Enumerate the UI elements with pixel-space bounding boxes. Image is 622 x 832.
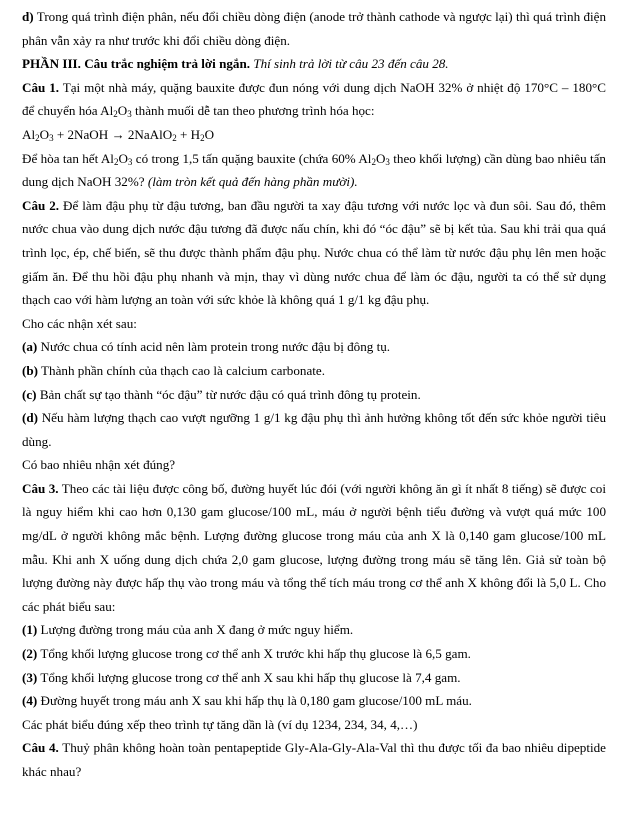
statement-text: Đường huyết trong máu anh X sau khi hấp thụ là 0,180 gam glucose/100 mL máu. (37, 693, 472, 709)
equation-part: + 2NaOH → 2NaAlO (53, 126, 173, 142)
question-3-text: Theo các tài liệu được công bố, đường huyết lúc đói (với người không ăn gì ít nhất 8 tiếng) sẽ được coi là nguy hiểm khi cao hơn 0,130 gam glucose/100 mL, máu ở người bệnh tiểu đường và vượt quá mức 100 mg/dL ở người không mắc bệnh. Lượng đường glucose trong máu của anh X là 0,140 gam glucose/100 mL mẫu. Khi anh X uống dung dịch chứa 2,0 gam glucose, lượng đường trong máu sẽ tăng lên. Giả sử toàn bộ lượng đường này được hấp thụ vào trong máu và tổng thể tích máu trong cơ thể anh X không đổi là 5,0 L. Cho các phát biểu sau: (22, 480, 606, 614)
equation-part: Al (22, 126, 36, 142)
statement-label: (2) (22, 646, 38, 662)
question-3-question: Các phát biểu đúng xếp theo trình tự tăng dần là (ví dụ 1234, 234, 34, 4,…) (22, 716, 418, 732)
question-1-text: Tại một nhà máy, quặng bauxite được đun nóng với dung dịch NaOH 32% ở nhiệt độ 170°C – 180°C để chuyển hóa Al (22, 79, 606, 119)
equation-part: O (39, 126, 50, 142)
question-1-text: Để hòa tan hết Al (22, 150, 114, 166)
question-2 (22, 194, 606, 312)
subscript: 3 (49, 132, 54, 143)
statement-4 (22, 689, 606, 713)
option-text: Nước chua có tính acid nên làm protein trong nước đậu bị đông tụ. (37, 339, 391, 355)
option-c (22, 383, 606, 407)
subscript: 3 (385, 156, 390, 167)
subscript: 2 (172, 132, 177, 143)
question-2-question: Có bao nhiêu nhận xét đúng? (22, 457, 176, 473)
option-text: Bản chất sự tạo thành “óc đậu” từ nước đậu có quá trình đông tụ protein. (36, 386, 421, 402)
question-1-task (22, 147, 606, 194)
subscript: 2 (200, 132, 205, 143)
question-4 (22, 736, 606, 783)
question-3-label: Câu 3. (22, 480, 59, 496)
option-a (22, 335, 606, 359)
option-text: Thành phần chính của thạch cao là calcium carbonate. (38, 362, 325, 378)
question-1-text: O (118, 150, 128, 166)
statement-1 (22, 618, 606, 642)
question-1-text: O (375, 150, 386, 166)
subscript: 2 (113, 156, 119, 167)
section-title: PHẦN III. Câu trắc nghiệm trả lời ngắn. (22, 56, 251, 72)
equation-part: O (204, 126, 215, 142)
question-2-prompt: Cho các nhận xét sau: (22, 315, 137, 331)
statement-text: Tổng khối lượng glucose trong cơ thể anh X trước khi hấp thụ glucose là 6,5 gam. (37, 646, 471, 662)
question-1-label: Câu 1. (22, 79, 60, 95)
statement-label: (4) (22, 693, 38, 709)
option-label: (a) (22, 339, 38, 355)
question-3 (22, 477, 606, 619)
section-heading (22, 52, 606, 76)
option-label: (c) (22, 386, 37, 402)
subscript: 3 (127, 109, 132, 120)
question-4-text: Thuỷ phân không hoàn toàn pentapeptide Gly-Ala-Gly-Ala-Val thì thu được tối đa bao nhiêu dipeptide khác nhau? (22, 740, 606, 779)
chemical-equation (22, 123, 606, 147)
question-2-label: Câu 2. (22, 197, 60, 213)
option-d (22, 406, 606, 453)
question-1-text: theo khối lượng) cần dùng bao nhiêu tấn dung dịch NaOH 32%? (22, 150, 606, 190)
question-4-label: Câu 4. (22, 740, 59, 756)
section-instruction: Thí sinh trả lời từ câu 23 đến câu 28. (253, 56, 449, 72)
subscript: 2 (113, 109, 118, 120)
question-1-text: thành muối dễ tan theo phương trình hóa học: (131, 103, 375, 119)
option-label: (d) (22, 410, 39, 426)
question-2-text: Để làm đậu phụ từ đậu tương, ban đầu người ta xay đậu tương với nước lọc và đun sôi. Sau đó, thêm nước chua vào dung dịch nước đậu tương đã được nấu chín, khi đó “óc đậu” sẽ bị kết tủa. Sau khi trải qua quá trình lọc, ép, chế biến, sẽ thu được thành phẩm đậu phụ. Nước chua có thể làm từ nước đậu phụ lên men hoặc giấm ăn. Để thu hồi đậu phụ nhanh và mịn, thay vì dùng nước chua để làm óc đậu, người ta có thể sử dụng thạch cao với hàm lượng an toàn với sức khỏe là không quá 1 g/1 kg đậu phụ. (22, 197, 606, 308)
statement-label: (3) (22, 669, 38, 685)
statement-d-label: d) (22, 9, 34, 24)
equation-part: + H (176, 126, 201, 142)
statement-2 (22, 642, 606, 666)
statement-label: (1) (22, 622, 38, 638)
question-1 (22, 76, 606, 123)
option-label: (b) (22, 362, 39, 378)
question-1-text: O (117, 103, 128, 119)
statement-3 (22, 666, 606, 690)
rounding-note: (làm tròn kết quả đến hàng phần mười). (147, 174, 358, 190)
option-b (22, 359, 606, 383)
option-text: Nếu hàm lượng thạch cao vượt ngưỡng 1 g/1 kg đậu phụ thì ảnh hưởng không tốt đến sức khỏe người tiêu dùng. (22, 410, 606, 449)
statement-d (22, 5, 606, 52)
subscript: 3 (127, 156, 133, 167)
statement-text: Tổng khối lượng glucose trong cơ thể anh X sau khi hấp thụ glucose là 7,4 gam. (37, 669, 461, 685)
statement-text: Lượng đường trong máu của anh X đang ở mức nguy hiểm. (37, 622, 354, 638)
subscript: 2 (35, 132, 40, 143)
statement-d-text: Trong quá trình điện phân, nếu đổi chiều dòng điện (anode trở thành cathode và ngược lại) thì quá trình điện phân vẫn xảy ra như trước khi đổi chiều dòng điện. (22, 9, 607, 48)
question-1-text: có trong 1,5 tấn quặng bauxite (chứa 60% Al (132, 150, 372, 166)
subscript: 2 (371, 156, 376, 167)
